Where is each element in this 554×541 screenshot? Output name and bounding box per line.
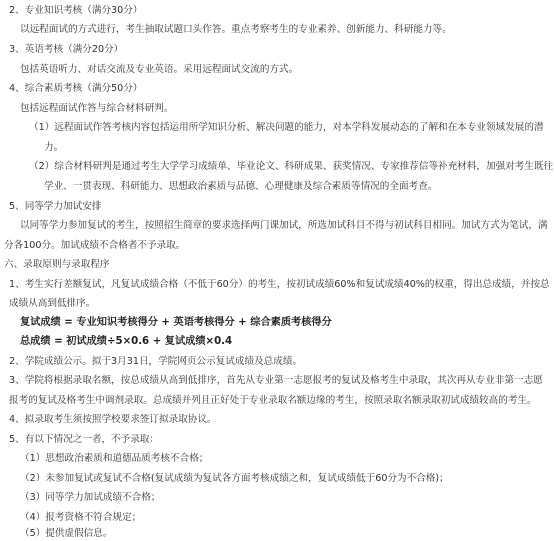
section-5-body: 以同等学力参加复试的考生，按照招生简章的要求选择两门课加试，所选加试科目不得与初试科目相同。加试方式为笔试，满 <box>20 220 548 231</box>
section-4-heading: 4、综合素质考核（满分50分） <box>9 83 143 94</box>
retest-score-formula: 复试成绩 = 专业知识考核得分 + 英语考核得分 + 综合素质考核得分 <box>20 317 332 328</box>
section-4-item-1: （1）远程面试作答考核内容包括运用所学知识分析、解决问题的能力，对本学科发展动态的了解和在本专业领域发展的潜 <box>29 122 544 133</box>
rule-3-cont: 报考的复试及格考生中调剂录取。总成绩并列且正好处于专业录取名额边缘的考生，按照录取名额录取初试成绩较高的考生。 <box>9 395 537 406</box>
rule-2: 2、学院成绩公示。拟于3月31日，学院网页公示复试成绩及总成绩。 <box>9 356 303 367</box>
section-2-heading: 2、专业知识考核（满分30分） <box>9 5 143 16</box>
section-4-item-1-cont: 力。 <box>44 142 64 153</box>
section-6-heading: 六、录取原则与录取程序 <box>4 259 110 270</box>
section-3-heading: 3、英语考核（满分20分） <box>9 44 124 55</box>
section-3-body: 包括英语听力、对话交流及专业英语。采用远程面试交流的方式。 <box>20 64 299 75</box>
rule-5-item-5: （5）提供虚假信息。 <box>20 528 113 539</box>
rule-1: 1、考生实行差额复试，凡复试成绩合格（不低于60分）的考生，按初试成绩60%和复试成绩40%的权重，得出总成绩，并按总 <box>9 279 550 290</box>
rule-5-item-2: （2）未参加复试或复试不合格(复试成绩为复试各方面考核成绩之和，复试成绩低于60分为不合格)； <box>20 473 449 484</box>
rule-3: 3、学院将根据录取名额，按总成绩从高到低排序，首先从专业第一志愿报考的复试及格考生中录取，其次再从专业非第一志愿 <box>9 375 543 386</box>
section-4-item-2-cont: 学业、一贯表现、科研能力、思想政治素质与品德、心理健康及综合素质等情况的全面考查。 <box>44 181 438 192</box>
section-4-item-2: （2）综合材料研判是通过考生大学学习成绩单、毕业论文、科研成果、获奖情况、专家推荐信等补充材料，加强对考生既往 <box>29 161 554 172</box>
section-2-body: 以远程面试的方式进行，考生抽取试题口头作答。重点考察考生的专业素养、创新能力、科研能力等。 <box>20 24 452 35</box>
rule-5-item-1: （1）思想政治素质和道德品质考核不合格； <box>20 453 209 464</box>
rule-1-cont: 成绩从高到低排序。 <box>9 298 96 309</box>
section-4-body: 包括远程面试作答与综合材料研判。 <box>20 103 174 114</box>
rule-5-item-3: （3）同等学力加试成绩不合格； <box>20 492 161 503</box>
section-5-body-cont: 分各100分。加试成绩不合格者不予录取。 <box>4 240 186 251</box>
rule-4: 4、拟录取考生须按照学校要求签订拟录取协议。 <box>9 414 217 425</box>
rule-5-item-4: （4）报考资格不符合规定； <box>20 512 142 523</box>
rule-5: 5、有以下情况之一者，不予录取： <box>9 434 160 445</box>
total-score-formula: 总成绩 = 初试成绩÷5×0.6 + 复试成绩×0.4 <box>20 336 233 347</box>
section-5-heading: 5、同等学力加试安排 <box>9 201 102 212</box>
